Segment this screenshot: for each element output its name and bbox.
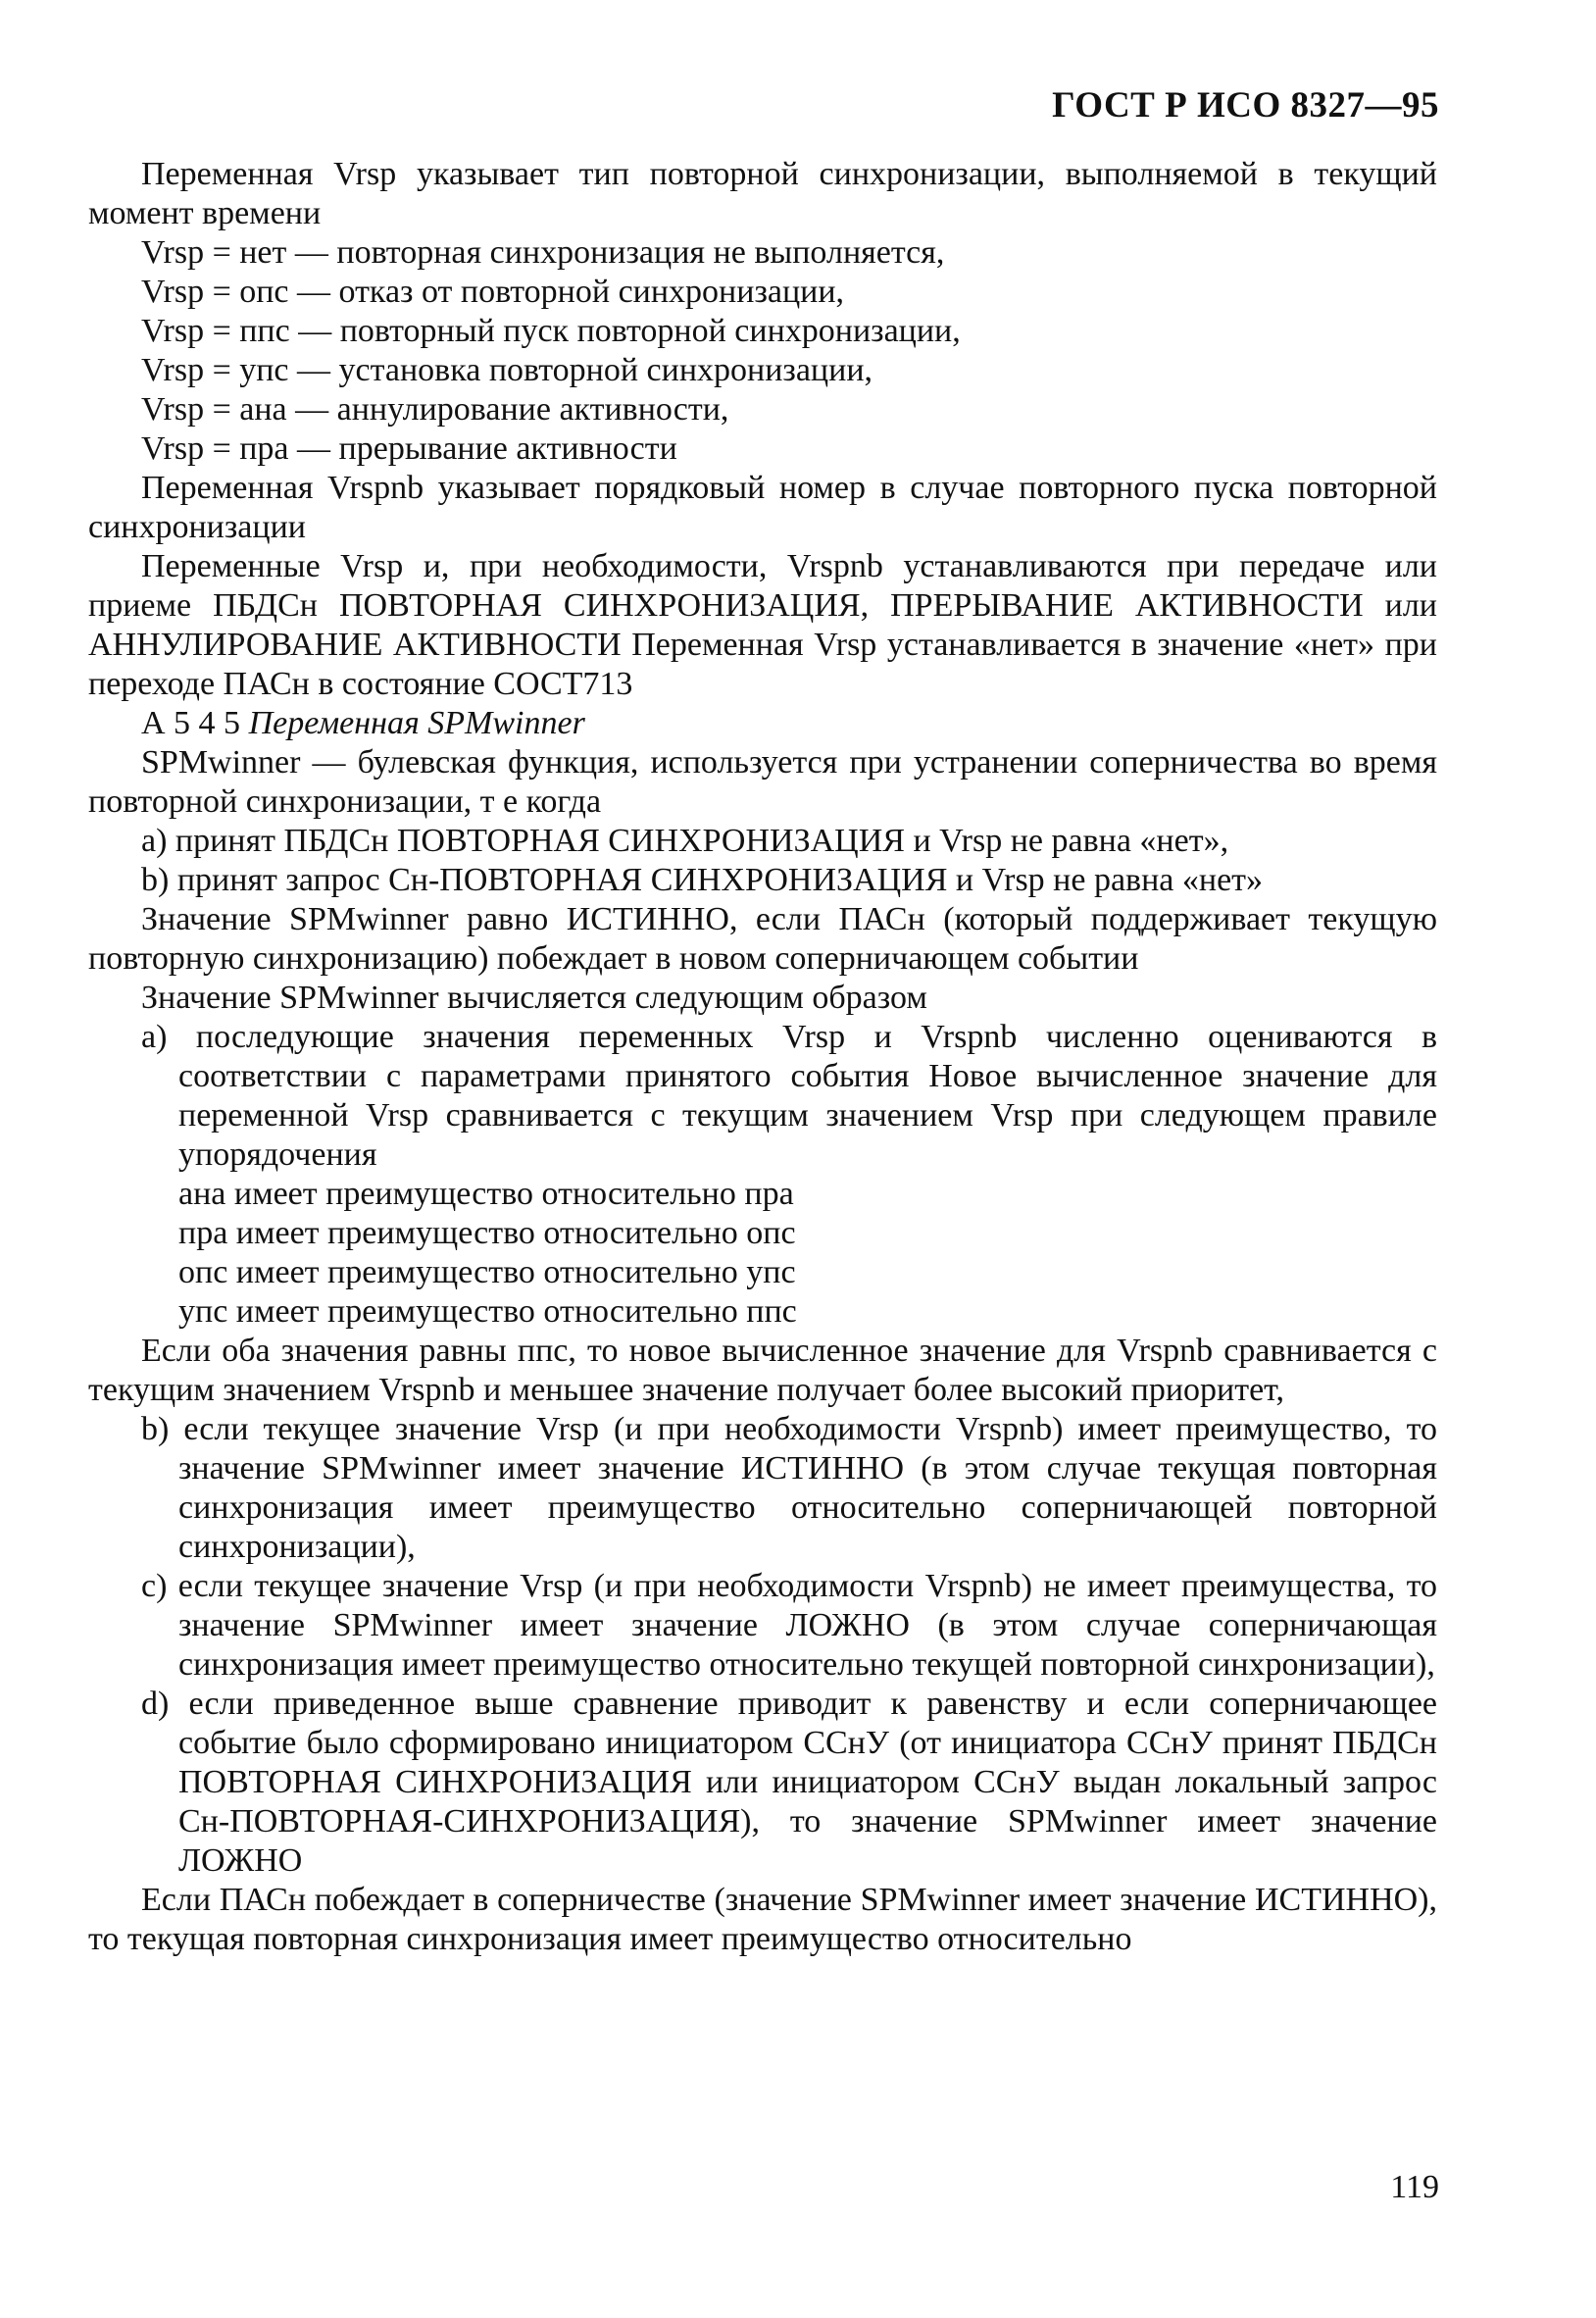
paragraph-spmwinner-computed: Значение SPMwinner вычисляется следующим образом: [141, 980, 927, 1016]
step-c: c) если текущее значение Vrsp (и при необходимости Vrspnb) не имеет преимущества, то значение SPMwinner имеет значение ЛОЖНО (в этом случае соперничающая синхронизация имеет преимущество относительно текущей повторной синхронизации),: [141, 1568, 1437, 1683]
definition-item: Vrsp = ана — аннулирование активности,: [141, 391, 729, 428]
ordering-item: ана имеет преимущество относительно пра: [178, 1176, 794, 1212]
paragraph-variables-set: Переменные Vrsp и, при необходимости, Vrspnb устанавливаются при передаче или приеме ПБДСн ПОВТОРНАЯ СИНХРОНИЗАЦИЯ, ПРЕРЫВАНИЕ АКТИВНОСТИ или АННУЛИРОВАНИЕ АКТИВНОСТИ Переменная Vrsp устанавливается в значение «нет» при переходе ПАСн в состояние СОСТ713: [88, 548, 1437, 702]
paragraph-vrspnb: Переменная Vrspnb указывает порядковый номер в случае повторного пуска повторной синхронизации: [88, 470, 1437, 545]
definition-item: Vrsp = пра — прерывание активности: [141, 430, 677, 467]
paragraph-winner: Если ПАСн побеждает в соперничестве (значение SPMwinner имеет значение ИСТИННО), то текущая повторная синхронизация имеет преимущество относительно: [88, 1882, 1437, 1957]
paragraph-vrsp: Переменная Vrsp указывает тип повторной синхронизации, выполняемой в текущий момент времени: [88, 156, 1437, 231]
step-a: а) последующие значения переменных Vrsp и Vrspnb численно оцениваются в соответствии с параметрами принятого события Новое вычисленное значение для переменной Vrsp сравнивается с текущим значением Vrsp при следующем правиле упорядочения: [141, 1019, 1438, 1173]
ordering-item: опс имеет преимущество относительно упс: [178, 1254, 796, 1290]
page-number: 119: [1390, 2169, 1439, 2205]
section-heading: [88, 704, 1437, 743]
section-title: Переменная SPMwinner: [248, 705, 585, 741]
paragraph-equal-pps: Если оба значения равны ппс, то новое вычисленное значение для Vrspnb сравнивается с текущим значением Vrspnb и меньшее значение получает более высокий приоритет,: [88, 1333, 1437, 1408]
paragraph-spmwinner-true: Значение SPMwinner равно ИСТИННО, если ПАСн (который поддерживает текущую повторную синхронизацию) побеждает в новом соперничающем событии: [88, 901, 1437, 977]
definition-item: Vrsp = нет — повторная синхронизация не выполняется,: [141, 234, 945, 271]
condition-b: b) принят запрос Сн-ПОВТОРНАЯ СИНХРОНИЗАЦИЯ и Vrsp не равна «нет»: [141, 862, 1264, 898]
definition-item: Vrsp = опс — отказ от повторной синхронизации,: [141, 274, 845, 310]
definition-item: Vrsp = упс — установка повторной синхронизации,: [141, 352, 873, 388]
definition-item: Vrsp = ппс — повторный пуск повторной синхронизации,: [141, 313, 961, 349]
paragraph-spmwinner: SPMwinner — булевская функция, используется при устранении соперничества во время повторной синхронизации, т е когда: [88, 744, 1437, 820]
document-body: [88, 155, 1437, 1959]
section-number: А 5 4 5: [141, 705, 241, 741]
document-header: ГОСТ Р ИСО 8327—95: [1052, 85, 1439, 126]
ordering-item: упс имеет преимущество относительно ппс: [178, 1293, 797, 1330]
step-d: d) если приведенное выше сравнение приводит к равенству и если соперничающее событие было сформировано инициатором ССнУ (от инициатора ССнУ принят ПБДСн ПОВТОРНАЯ СИНХРОНИЗАЦИЯ или инициатором ССнУ выдан локальный запрос Сн-ПОВТОРНАЯ-СИНХРОНИЗАЦИЯ), то значение SPMwinner имеет значение ЛОЖНО: [141, 1686, 1437, 1879]
step-b: b) если текущее значение Vrsp (и при необходимости Vrspnb) имеет преимущество, то значение SPMwinner имеет значение ИСТИННО (в этом случае текущая повторная синхронизация имеет преимущество относительно соперничающей повторной синхронизации),: [141, 1411, 1437, 1565]
condition-a: а) принят ПБДСн ПОВТОРНАЯ СИНХРОНИЗАЦИЯ и Vrsp не равна «нет»,: [141, 823, 1229, 859]
ordering-item: пра имеет преимущество относительно опс: [178, 1215, 796, 1251]
